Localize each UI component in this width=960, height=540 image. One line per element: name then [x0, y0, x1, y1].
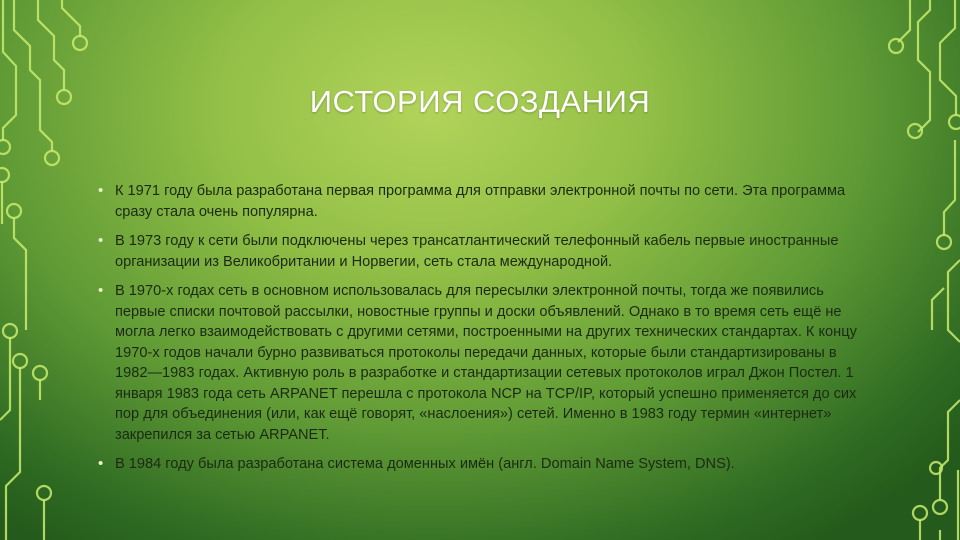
slide-title: ИСТОРИЯ СОЗДАНИЯ: [309, 84, 651, 119]
list-item: [96, 281, 866, 445]
bullet-text: В 1970-х годах сеть в основном использовалась для пересылки электронной почты, тогда же появились первые списки почтовой рассылки, новостные группы и доски объявлений. Однако в то время сеть ещё не могла легко взаимодействовать с другими сетями, построенными на других технических стандартах. К концу 1970-х годов начали бурно развиваться протоколы передачи данных, которые были стандартизированы в 1982—1983 годах. Активную роль в разработке и стандартизации сетевых протоколов играл Джон Постел. 1 января 1983 года сеть ARPANET перешла с протокола NCP на TCP/IP, который успешно применяется до сих пор для объединения (или, как ещё говорят, «наслоения») сетей. Именно в 1983 году термин «интернет» закрепился за сетью ARPANET.: [115, 283, 857, 443]
list-item: [96, 231, 866, 272]
bullet-icon: •: [98, 455, 104, 472]
bullet-icon: •: [98, 182, 104, 199]
bullet-icon: •: [98, 282, 104, 299]
bullet-text: В 1973 году к сети были подключены через трансатлантический телефонный кабель первые иностранные организации из Великобритании и Норвегии, сеть стала международной.: [115, 233, 839, 270]
bullet-list: [96, 181, 866, 484]
list-item: [96, 454, 866, 475]
list-item: [96, 181, 866, 222]
bullet-icon: •: [98, 232, 104, 249]
bullet-text: В 1984 году была разработана система доменных имён (англ. Domain Name System, DNS).: [115, 456, 735, 472]
bullet-text: К 1971 году была разработана первая программа для отправки электронной почты по сети. Эта программа сразу стала очень популярна.: [115, 183, 846, 220]
